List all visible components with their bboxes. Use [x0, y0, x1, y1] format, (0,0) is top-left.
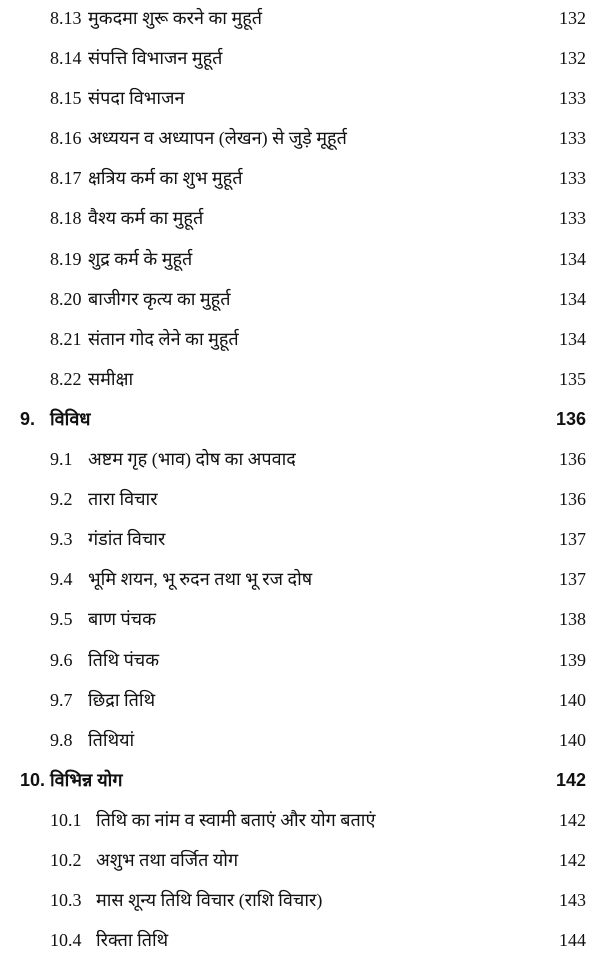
entry-page-number: 134: [559, 288, 586, 309]
toc-entry: [0, 239, 600, 279]
entry-title: गंडांत विचार: [88, 529, 166, 550]
entry-page-number: 133: [559, 88, 586, 109]
toc-entry: [0, 359, 600, 399]
entry-title: विभिन्न योग: [50, 769, 123, 790]
entry-title: विविध: [50, 408, 91, 429]
entry-title: संपदा विभाजन: [88, 88, 185, 109]
entry-title: क्षत्रिय कर्म का शुभ मुहूर्त: [88, 168, 243, 189]
toc-entry: [0, 0, 600, 38]
entry-title: तिथि पंचक: [88, 649, 160, 670]
entry-number: 10.1: [50, 809, 82, 830]
entry-page-number: 143: [559, 890, 586, 911]
entry-title: समीक्षा: [88, 368, 134, 389]
entry-page-number: 142: [559, 849, 586, 870]
entry-number: 9.4: [50, 569, 73, 590]
entry-page-number: 134: [559, 248, 586, 269]
toc-entry: [0, 680, 600, 720]
entry-number: 8.20: [50, 288, 82, 309]
entry-number: 10.2: [50, 849, 82, 870]
entry-title: संतान गोद लेने का मुहूर्त: [88, 328, 239, 349]
entry-page-number: 137: [559, 529, 586, 550]
entry-page-number: 134: [559, 328, 586, 349]
toc-entry: [0, 479, 600, 519]
entry-number: 9.6: [50, 649, 73, 670]
entry-number: 8.14: [50, 48, 82, 69]
entry-title: शुद्र कर्म के मुहूर्त: [88, 248, 193, 269]
entry-number: 10.: [20, 769, 46, 790]
entry-number: 9.1: [50, 449, 73, 470]
toc-entry: [0, 118, 600, 158]
entry-title: अध्ययन व अध्यापन (लेखन) से जुड़े मूहूर्त: [88, 128, 347, 149]
entry-page-number: 144: [559, 930, 586, 951]
toc-entry: [0, 439, 600, 479]
toc-entry: [0, 279, 600, 319]
toc-chapter-heading: [0, 399, 600, 439]
toc-chapter-heading: [0, 760, 600, 800]
entry-number: 8.22: [50, 368, 82, 389]
toc-entry: [0, 880, 600, 920]
entry-page-number: 133: [559, 128, 586, 149]
entry-title: तिथियां: [88, 729, 135, 750]
entry-page-number: 136: [555, 408, 586, 429]
entry-number: 9.8: [50, 729, 73, 750]
toc-entry: [0, 559, 600, 599]
entry-title: अष्टम गृह (भाव) दोष का अपवाद: [88, 449, 296, 470]
entry-page-number: 140: [559, 689, 586, 710]
entry-number: 8.16: [50, 128, 82, 149]
toc-entry: [0, 640, 600, 680]
entry-title: रिक्ता तिथि: [96, 930, 169, 951]
entry-page-number: 133: [559, 168, 586, 189]
toc-entry: [0, 78, 600, 118]
entry-number: 8.19: [50, 248, 82, 269]
entry-page-number: 142: [559, 809, 586, 830]
entry-number: 9.2: [50, 489, 73, 510]
entry-title: तिथि का नांम व स्वामी बताएं और योग बताएं: [96, 809, 376, 830]
toc-entry: [0, 319, 600, 359]
toc-entry: [0, 840, 600, 880]
entry-title: बाजीगर कृत्य का मुहूर्त: [88, 288, 231, 309]
entry-title: बाण पंचक: [88, 609, 156, 630]
toc-entry: [0, 800, 600, 840]
entry-title: तारा विचार: [88, 489, 158, 510]
entry-title: अशुभ तथा वर्जित योग: [96, 849, 239, 870]
entry-title: मुकदमा शुरू करने का मुहूर्त: [88, 8, 263, 28]
entry-number: 9.: [20, 408, 36, 429]
entry-number: 8.15: [50, 88, 82, 109]
toc-entry: [0, 519, 600, 559]
entry-number: 8.21: [50, 328, 82, 349]
entry-number: 8.17: [50, 168, 82, 189]
entry-title: संपत्ति विभाजन मुहूर्त: [88, 48, 223, 69]
entry-page-number: 142: [555, 769, 586, 790]
entry-page-number: 133: [559, 208, 586, 229]
entry-page-number: 135: [559, 368, 586, 389]
entry-page-number: 137: [559, 569, 586, 590]
toc-entry: [0, 158, 600, 198]
entry-page-number: 138: [559, 609, 586, 630]
entry-title: छिद्रा तिथि: [88, 689, 156, 710]
entry-number: 8.13: [50, 8, 82, 28]
toc-entry: [0, 599, 600, 639]
entry-title: भूमि शयन, भू रुदन तथा भू रज दोष: [88, 569, 313, 590]
toc-entry: [0, 920, 600, 960]
toc-entry: [0, 198, 600, 238]
entry-number: 10.4: [50, 930, 82, 951]
entry-page-number: 132: [559, 8, 586, 28]
entry-number: 8.18: [50, 208, 82, 229]
entry-page-number: 132: [559, 48, 586, 69]
entry-number: 10.3: [50, 890, 82, 911]
entry-page-number: 136: [559, 489, 586, 510]
entry-page-number: 136: [559, 449, 586, 470]
entry-title: वैश्य कर्म का मुहूर्त: [88, 208, 204, 229]
entry-title: मास शून्य तिथि विचार (राशि विचार): [96, 890, 323, 911]
entry-page-number: 139: [559, 649, 586, 670]
entry-number: 9.7: [50, 689, 73, 710]
entry-number: 9.3: [50, 529, 73, 550]
toc-entry: [0, 720, 600, 760]
entry-number: 9.5: [50, 609, 73, 630]
toc-entry: [0, 38, 600, 78]
entry-page-number: 140: [559, 729, 586, 750]
